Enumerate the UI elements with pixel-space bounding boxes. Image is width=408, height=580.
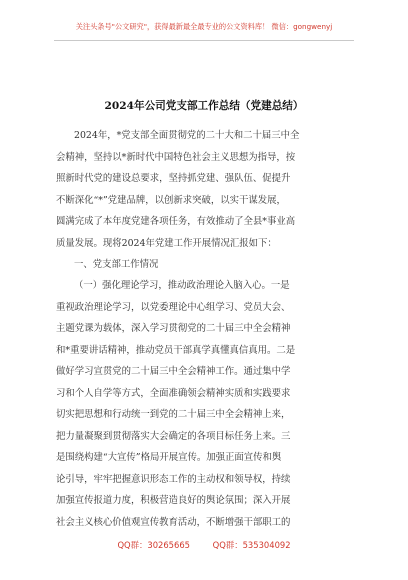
text-line: 2024年，*党支部全面贯彻党的二十大和二十届三中全 <box>74 130 300 141</box>
text-line: 不断深化“*”党建品牌，以创新求突破，以实干谋发展， <box>56 194 286 206</box>
text-line: 加强宣传报道力度，积极营造良好的舆论氛围；深入开展 <box>56 495 291 506</box>
section-heading <box>56 254 348 276</box>
intro-paragraph <box>56 125 348 254</box>
text-line: 社会主义核心价值观宣传教育活动，不断增强干部职工的 <box>56 516 291 528</box>
document-title: 2024年公司党支部工作总结（党建总结） <box>104 100 304 112</box>
text-line: 和*重要讲话精神，推动党员干部真学真懂真信真用。二是 <box>56 344 296 356</box>
source-banner: 关注头条号"公文研究"，获得最新最全最专业的公文资料库！ 微信：gongwenyj <box>75 22 333 31</box>
text-line: 把力量凝聚到贯彻落实大会确定的各项目标任务上来。三 <box>56 430 291 442</box>
text-line: 是围绕构建“大宣传”格局开展宣传。加强正面宣传和舆 <box>56 452 282 463</box>
text-line: 重视政治理论学习，以党委理论中心组学习、党员大会、 <box>56 301 291 313</box>
section-paragraph <box>56 275 348 533</box>
text-line: 切实把思想和行动统一到党的二十届三中全会精神上来， <box>56 409 291 420</box>
footer-contact <box>0 539 408 551</box>
text-line: 质量发展。现将2024年党建工作开展情况汇报如下： <box>56 237 277 249</box>
qq-group-left: QQ群：30265665 <box>117 540 190 550</box>
text-line: 习和个人自学等方式，全面准确领会精神实质和实践要求 <box>56 387 291 399</box>
text-line: 做好学习宣贯党的二十届三中全会精神工作。通过集中学 <box>56 366 291 377</box>
text-line: 论引导，牢牢把握意识形态工作的主动权和领导权，持续 <box>56 473 291 485</box>
text-line: 会精神，坚持以*新时代中国特色社会主义思想为指导，按 <box>56 151 296 163</box>
text-line: 主题党课为载体，深入学习贯彻党的二十届三中全会精神 <box>56 323 291 334</box>
text-line: 照新时代党的建设总要求，坚持抓党建、强队伍、促提升 <box>56 173 291 184</box>
qq-group-right: QQ群：535304092 <box>212 540 291 550</box>
text-line: 圆满完成了本年度党建各项任务，有效推动了全县*事业高 <box>56 216 296 227</box>
section-heading-text: 一、党支部工作情况 <box>74 259 159 270</box>
text-line: （一）强化理论学习，推动政治理论入脑入心。一是 <box>74 280 290 291</box>
header-divider <box>54 40 354 41</box>
